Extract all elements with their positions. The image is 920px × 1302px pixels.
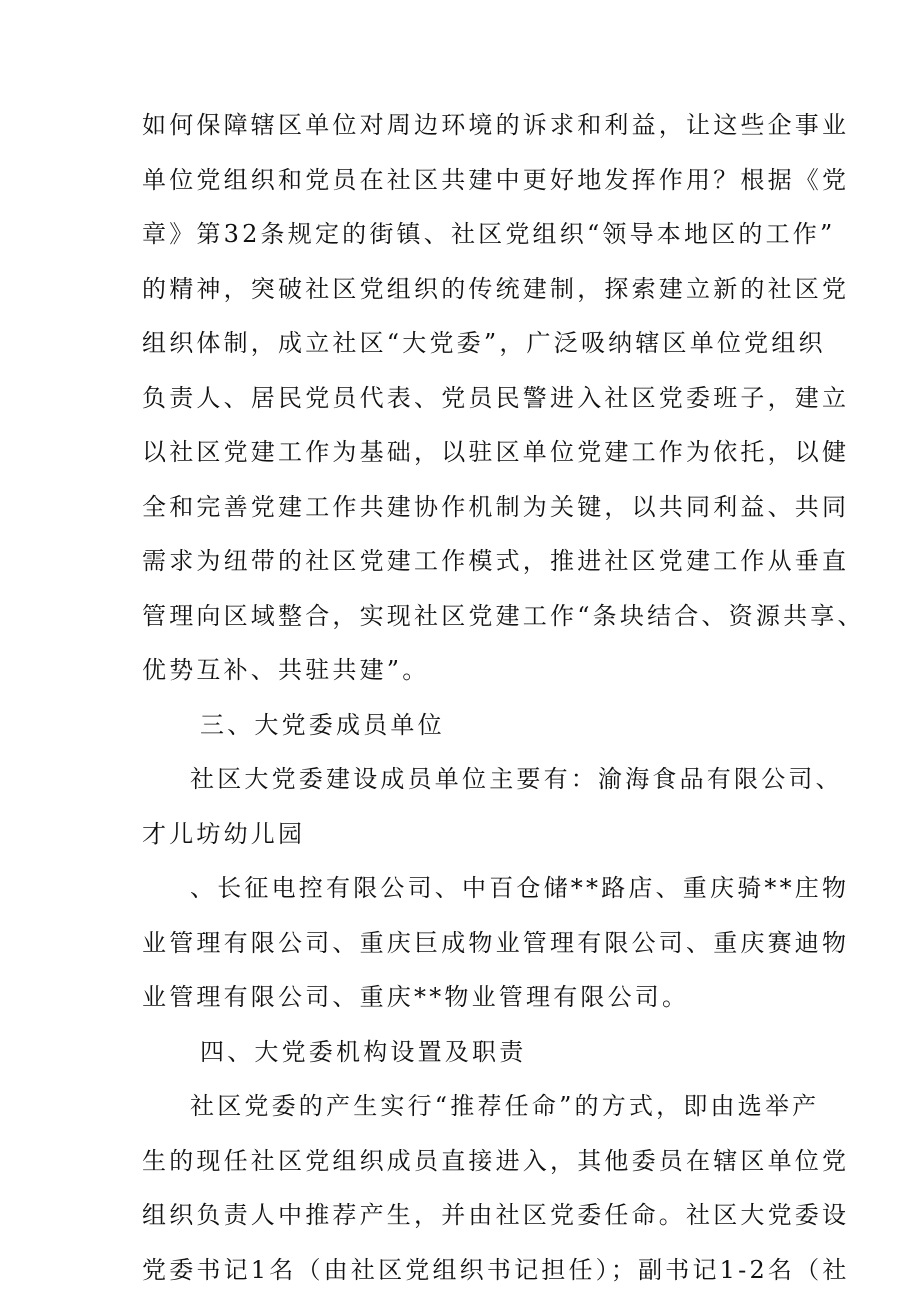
text-line: 业管理有限公司、重庆巨成物业管理有限公司、重庆赛迪物 — [142, 929, 850, 957]
text-line: 社区大党委建设成员单位主要有：渝海食品有限公司、 — [190, 765, 843, 793]
section-heading: 三、大党委成员单位 — [200, 711, 445, 739]
text-line: 优势互补、共驻共建”。 — [142, 656, 430, 684]
text-line: 负责人、居民党员代表、党员民警进入社区党委班子，建立 — [142, 384, 850, 412]
text-line: 管理向区域整合，实现社区党建工作“条块结合、资源共享、 — [142, 602, 865, 630]
text-line: 全和完善党建工作共建协作机制为关键，以共同利益、共同 — [142, 493, 850, 521]
text-line: 章》第32条规定的街镇、社区党组织“领导本地区的工作” — [142, 220, 836, 248]
text-line: 生的现任社区党组织成员直接进入，其他委员在辖区单位党 — [142, 1147, 850, 1175]
text-line: 的精神，突破社区党组织的传统建制，探索建立新的社区党 — [142, 275, 850, 303]
text-line: 才儿坊幼儿园 — [142, 820, 306, 848]
text-line: 社区党委的产生实行“推荐任命”的方式，即由选举产 — [190, 1092, 820, 1120]
text-line: 、长征电控有限公司、中百仓储**路店、重庆骑**庄物 — [190, 874, 850, 902]
text-line: 需求为纽带的社区党建工作模式，推进社区党建工作从垂直 — [142, 547, 850, 575]
text-line: 组织体制，成立社区“大党委”，广泛吸纳辖区单位党组织 — [142, 329, 826, 357]
text-line: 组织负责人中推荐产生，并由社区党委任命。社区大党委设 — [142, 1201, 850, 1229]
text-line: 如何保障辖区单位对周边环境的诉求和利益，让这些企事业 — [142, 111, 850, 139]
text-line: 以社区党建工作为基础，以驻区单位党建工作为依托，以健 — [142, 438, 850, 466]
section-heading: 四、大党委机构设置及职责 — [200, 1038, 527, 1066]
text-line: 党委书记1名（由社区党组织书记担任）；副书记1-2名（社 — [142, 1256, 850, 1284]
text-line: 业管理有限公司、重庆**物业管理有限公司。 — [142, 983, 690, 1011]
text-line: 单位党组织和党员在社区共建中更好地发挥作用？根据《党 — [142, 166, 850, 194]
